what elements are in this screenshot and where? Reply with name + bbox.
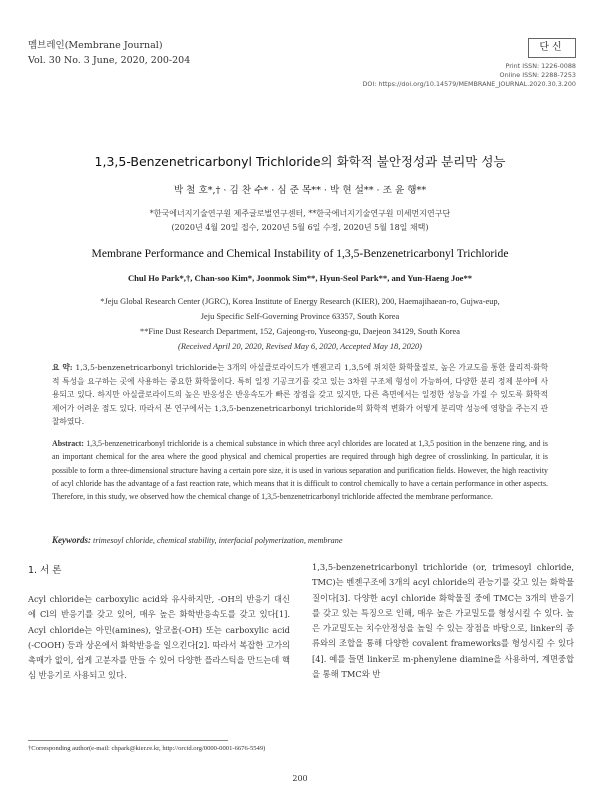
authors-english: Chul Ho Park*,†, Chan-soo Kim*, Joonmok Sim**, Hyun-Seol Park**, and Yun-Haeng Joe**	[127, 273, 473, 283]
title-english: Membrane Performance and Chemical Instability of 1,3,5-Benzenetricarbonyl Trichloride	[91, 247, 509, 260]
dates-line: (2020년 4월 20일 접수, 2020년 5월 6일 수정, 2020년 5월 18일 채택)	[171, 223, 429, 232]
authors-korean: 박 철 호*,† · 김 찬 수* · 심 준 목** · 박 현 설** · 조 윤 행**	[173, 185, 427, 196]
keywords-text: trimesoyl chloride, chemical stability, interfacial polymerization, membrane	[93, 536, 343, 545]
received-dates: (Received April 20, 2020, Revised May 6, 2020, Accepted May 18, 2020)	[178, 342, 422, 351]
issn-block	[362, 62, 576, 89]
section-heading: 1. 서 론	[28, 565, 62, 576]
affiliation-line: *Jeju Global Research Center (JGRC), Korea Institute of Energy Research (KIER), 200, Haemajihaean-ro, Gujwa-eup,	[100, 297, 500, 306]
page-number: 200	[292, 774, 308, 783]
print-issn: Print ISSN: 1226-0088	[505, 62, 576, 70]
journal-header	[28, 38, 190, 68]
abstract-text: 1,3,5-benzenetricarbonyl trichloride는 3개의 아실클로라이드가 벤젠고리 1,3,5에 위치한 화학물질로, 높은 가교도를 통한 물리적·화학적 특성을 요구하는 곳에 사용하는 중요한 화학물이다. 특히 일정 기공크기를 갖고 있는 3차원 구조체 형성이 가능하여, 다양한 분리 정제 분야에 사용되고 있다. 하지만 아실클로라이드의 높은 반응성은 반응속도가 빠른 장점을 갖고 있지만, 다른 측면에서는 일정한 성능을 가질 수 있도록 화학적 제어가 어려운 점도 있다. 따라서 본 연구에서는 1,3,5-benzenetricarbonyl trichloride의 화학적 변화가 어떻게 분리막 성능에 영향을 주는지 관찰하였다.	[52, 363, 548, 426]
article-type-badge: 단신	[528, 38, 576, 58]
doi-link[interactable]: DOI: https://doi.org/10.14579/MEMBRANE_JOURNAL.2020.30.3.200	[362, 80, 576, 88]
abstract-english	[52, 437, 548, 503]
affiliation-line: *한국에너지기술연구원 제주글로벌연구센터, **한국에너지기술연구원 미세먼지연구단	[149, 209, 451, 218]
footnote-divider	[28, 740, 228, 741]
abstract-text: 1,3,5-benzenetricarbonyl trichloride is a chemical substance in which three acyl chlorides are located at 1,3,5 position in the benzene ring, and is an important chemical for the area where the good physical and chemical properties are required through high degree of crosslinking. In particular, it is possible to form a three-dimensional structure having a certain pore size, it is used in various separation and purification fields. However, the high reactivity of acyl chloride has the advantage of a fast reaction rate, which means that it is difficult to control chemically to have a certain performance in other aspects. Therefore, in this study, we observed how the chemical change of 1,3,5-benzenetricarbonyl trichloride affected the membrane performance.	[52, 439, 548, 502]
keywords	[52, 535, 548, 545]
abstract-korean	[52, 361, 548, 429]
journal-name: 멤브레인(Membrane Journal)	[28, 40, 163, 51]
affiliation-line: Jeju Specific Self-Governing Province 63357, South Korea	[200, 312, 400, 321]
affiliations-korean	[0, 207, 600, 235]
body-column-left: Acyl chloride는 carboxylic acid와 유사하지만, -OH의 반응기 대신에 Cl의 반응기를 갖고 있어, 매우 높은 화학반응속도를 갖고 있다[1]. Acyl chloride는 아민(amines), 알코올(-OH) 또는 carboxylic acid (-COOH) 등과 상온에서 화학반응을 일으킨다[2]. 따라서 복잡한 고가의 촉매가 없이, 쉽게 고분자를 만들 수 있어 다양한 플라스틱을 만드는데 핵심 반응기로 사용되고 있다.	[28, 594, 290, 681]
keywords-label: Keywords:	[52, 535, 91, 545]
abstract-label: 요 약:	[52, 363, 73, 372]
body-column-right: 1,3,5-benzenetricarbonyl trichloride (or, trimesoyl chloride, TMC)는 벤젠구조에 3개의 acyl chloride의 관능기를 갖고 있는 화학물질이다[3]. 다양한 acyl chloride 화학물질 중에 TMC는 3개의 반응기를 갖고 있는 특징으로 인해, 매우 높은 가교밀도를 형성시킬 수 있다. 높은 가교밀도는 치수안정성을 높일 수 있는 장점을 바탕으로, linker의 종류와의 조합을 통해 다양한 covalent frameworks를 형성시킬 수 있다[4]. 예를 들면 linker로 m-phenylene diamine을 사용하여, 계면중합을 통해 TMC와 반	[312, 562, 574, 680]
footnote: †Corresponding author(e-mail: chpark@kier.re.kr, http://orcid.org/0000-0001-6676-5549)	[28, 745, 266, 752]
volume-info: Vol. 30 No. 3 June, 2020, 200-204	[28, 55, 191, 66]
abstract-label: Abstract:	[52, 439, 84, 448]
affiliations-english	[30, 294, 570, 354]
affiliation-line: **Fine Dust Research Department, 152, Gajeong-ro, Yuseong-gu, Daejeon 34129, South Korea	[140, 327, 460, 336]
title-korean: 1,3,5-Benzenetricarbonyl Trichloride의 화학적 불안정성과 분리막 성능	[94, 154, 506, 169]
online-issn: Online ISSN: 2288-7253	[499, 71, 576, 79]
